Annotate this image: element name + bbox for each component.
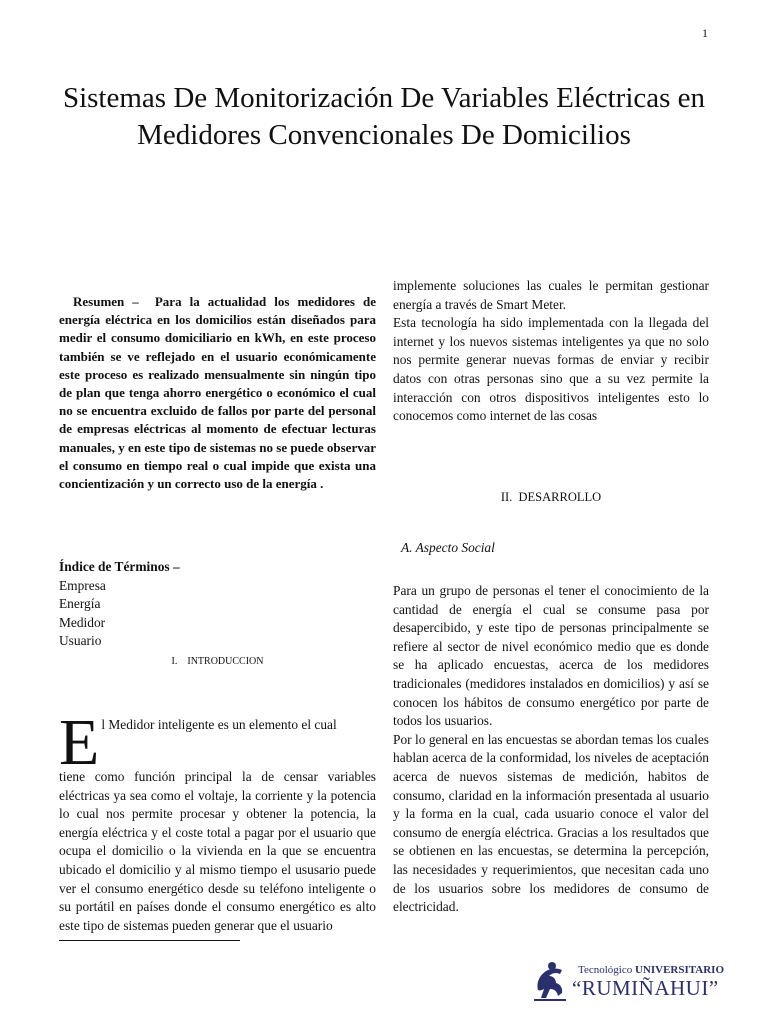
intro-paragraph: tiene como función principal la de censar variables eléctricas ya sea como el voltaje, la corriente y la potencia lo cual nos permite procesar y obtener la potencia, la energía eléctrica y el coste total a pagar por el usuario que ocupa el domicilio o la vivienda en la que se encuentra ubicado el domicilio y al mismo tiempo el ususario puede ver el consumo energético desde su teléfono inteligente o su portátil en países donde el consumo energético es alto este tipo de sistemas pueden generar que el usuario xyxy=(59,769,376,933)
paper-title: Sistemas De Monitorización De Variables Eléctricas en Medidores Convencionales De Domicilios xyxy=(62,82,706,151)
drop-cap: E xyxy=(59,706,100,779)
section-title: DESARROLLO xyxy=(518,490,602,504)
abstract-text: Para la actualidad los medidores de energía eléctrica en los domicilios están diseñados para medir el consumo domiciliario en kWh, en este proceso también se ve reflejado en el usuario económicamente este proceso es realizado mensualmente sin ningún tipo de plan que tenga ahorro energético o económico el cual no se encuentra excluido de fallos por parte del personal de empresas eléctricas al momento de efectuar lecturas manuales, y en este tipo de sistemas no se puede observar el consumo en tiempo real o cual impide que exista una concientización y un correcto uso de la energía . xyxy=(59,294,377,492)
section-number: II. xyxy=(500,490,513,504)
index-term: Usuario xyxy=(59,633,102,649)
introduction-body xyxy=(59,688,376,935)
social-paragraph-1: Para un grupo de personas el tener el conocimiento de la cantidad de energía el cual se consume pasa por desapercibido, y este tipo de personas principalmente se refiere al sector de nivel económico medio que es donde se ha aplicado encuestas, acerca de los medidores tradicionales (medidores instalados en domicilios) y así se conocen los hábitos de consumo energético por parte de todos los usuarios. xyxy=(393,583,709,729)
index-term: Empresa xyxy=(59,577,106,593)
iot-paragraph: Esta tecnología ha sido implementada con la llegada del internet y los nuevos sistemas inteligentes ya que no solo nos permite generar nuevas formas de enviar y recibir datos con otras personas sino que a su vez permite la interacción con otros dispositivos inteligentes esto lo conocemos como internet de las cosas xyxy=(393,315,709,424)
section-heading-desarrollo xyxy=(393,490,709,505)
institution-logo xyxy=(532,960,725,1006)
index-terms-label: Índice de Términos – xyxy=(59,559,180,574)
desarrollo-body xyxy=(393,582,709,917)
continuation-paragraph: implemente soluciones las cuales le permitan gestionar energía a través de Smart Meter. xyxy=(393,278,709,312)
section-number: I. xyxy=(171,656,178,667)
footnote-rule xyxy=(59,940,240,941)
section-title: INTRODUCCION xyxy=(187,656,264,667)
logo-line-2: “RUMIÑAHUI” xyxy=(572,976,719,1000)
rider-emblem-icon xyxy=(532,960,568,1002)
logo-line-1 xyxy=(578,964,724,976)
right-column-top xyxy=(393,277,709,426)
social-paragraph-2: Por lo general en las encuestas se abordan temas los cuales hablan acerca de la conformidad, los niveles de aceptación acerca de nuevos sistemas de medición, habitos de consumo, claridad en la información presentada al usuario y la forma en la cual, cada usuario conoce el valor del consumo de energía eléctrica. Gracias a los resultados que se obtienen en las encuestas, se determina la percepción, las necesidades y requerimientos, que necesitan cada uno de los usuarios sobre los medidores de consumo de electricidad. xyxy=(393,731,709,915)
index-terms xyxy=(59,558,376,651)
subsection-heading: A. Aspecto Social xyxy=(401,540,495,555)
index-term: Medidor xyxy=(59,614,106,630)
logo-bold: UNIVERSITARIO xyxy=(634,964,725,976)
abstract-label: Resumen – xyxy=(73,294,139,309)
index-term: Energía xyxy=(59,596,101,612)
intro-first-line: l Medidor inteligente es un elemento el cual xyxy=(101,717,337,732)
section-heading-introduccion xyxy=(59,656,376,667)
abstract xyxy=(59,293,376,493)
page-number: 1 xyxy=(702,26,708,40)
logo-prefix: Tecnológico xyxy=(578,964,633,976)
